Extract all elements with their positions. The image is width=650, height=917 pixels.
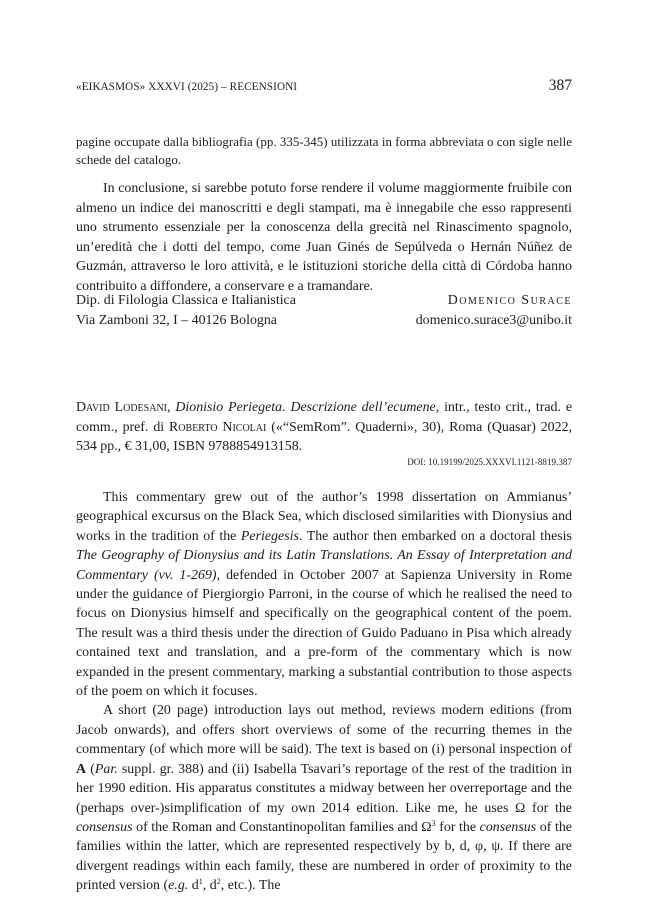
paragraph: pagine occupate dalla bibliografia (pp. 335-345) utilizzata in forma abbreviata o con sigle nelle schede del catalogo. <box>76 135 572 167</box>
citation: David Lodesani, Dionisio Periegeta. Descrizione dell’ecumene, intr., testo crit., trad. e comm., pref. di Roberto Nicolai («“SemRom”. Quaderni», 30), Roma (Quasar) 2022, 534 pp., € 31,00, ISBN 9788854913158. <box>76 400 572 454</box>
paragraph: In conclusione, si sarebbe potuto forse rendere il volume maggiormente fruibile con almeno un indice dei manoscritti e degli stampati, ma è innegabile che esso rappresenti uno strumento essenziale per la conoscenza della grecità nel Rinascimento spagnolo, un’eredità che i dotti del tempo, come Juan Ginés de Sepúlveda o Hernán Núñez de Guzmán, attraverso le loro attività, e le istituzioni storiche della città di Córdoba hanno contribuito a diffondere, a conservare e a tramandare. <box>76 181 572 294</box>
page-number: 387 <box>548 77 572 94</box>
affiliation-line: Via Zamboni 32, I – 40126 Bologna <box>76 312 277 328</box>
review-body <box>76 488 572 896</box>
paragraph: A short (20 page) introduction lays out method, reviews modern editions (from Jacob onwards), and offers short overviews of some of the recurring themes in the commentary (of which more will be said). The text is based on (i) personal inspection of A (Par. suppl. gr. 388) and (ii) Isabella Tsavari’s reportage of the rest of the tradition in her 1990 edition. His apparatus constitutes a midway between her overreportage and the (perhaps over-)simplification of my own 2014 edition. Like me, he uses Ω for the consensus of the Roman and Constantinopolitan families and $\Omega^3$ for the consensus of the families within the latter, which are represented respectively by b, d, φ, ψ. If there are divergent readings within each family, these are numbered in order of proximity to the printed version (e.g. $d^1$, $d^2$, etc.). The <box>76 703 572 894</box>
reviewer-email: domenico.surace3@unibo.it <box>415 312 572 328</box>
reviewer <box>416 291 572 330</box>
previous-review-conclusion <box>76 179 572 296</box>
doi: DOI: 10.19199/2025.XXXVI.1121-8819.387 <box>407 457 572 467</box>
affiliation-line: Dip. di Filologia Classica e Italianistica <box>76 293 296 308</box>
affiliation <box>76 291 296 330</box>
page-header <box>76 77 572 95</box>
reviewer-signature-block <box>76 291 572 330</box>
reviewer-name: Domenico Surace <box>447 293 572 308</box>
book-author: David Lodesani <box>76 400 167 415</box>
book-title: Dionisio Periegeta. Descrizione dell’ecumene <box>175 400 436 415</box>
paragraph: This commentary grew out of the author’s 1998 dissertation on Ammianus’ geographical excursus on the Black Sea, which disclosed similarities with Dionysius and works in the tradition of the Periegesis. The author then embarked on a doctoral thesis The Geography of Dionysius and its Latin Translations. An Essay of Interpretation and Commentary (vv. 1-269), defended in October 2007 at Sapienza University in Rome under the guidance of Piergiorgio Parroni, in the course of which he realised the need to focus on Dionysius himself and specifically on the geographical content of the poem. The result was a third thesis under the direction of Guido Paduano in Pisa which already contained text and translation, and a pre-form of the commentary which is now expanded in the present commentary, marking a substantial contribution to those aspects of the poem on which it focuses. <box>76 490 572 700</box>
preface-author: Roberto Nicolai <box>169 419 267 435</box>
running-head: «EIKASMOS» XXXVI (2025) – RECENSIONI <box>76 81 298 93</box>
previous-review-ending <box>76 133 572 169</box>
review-bibliographic-heading <box>76 398 572 457</box>
